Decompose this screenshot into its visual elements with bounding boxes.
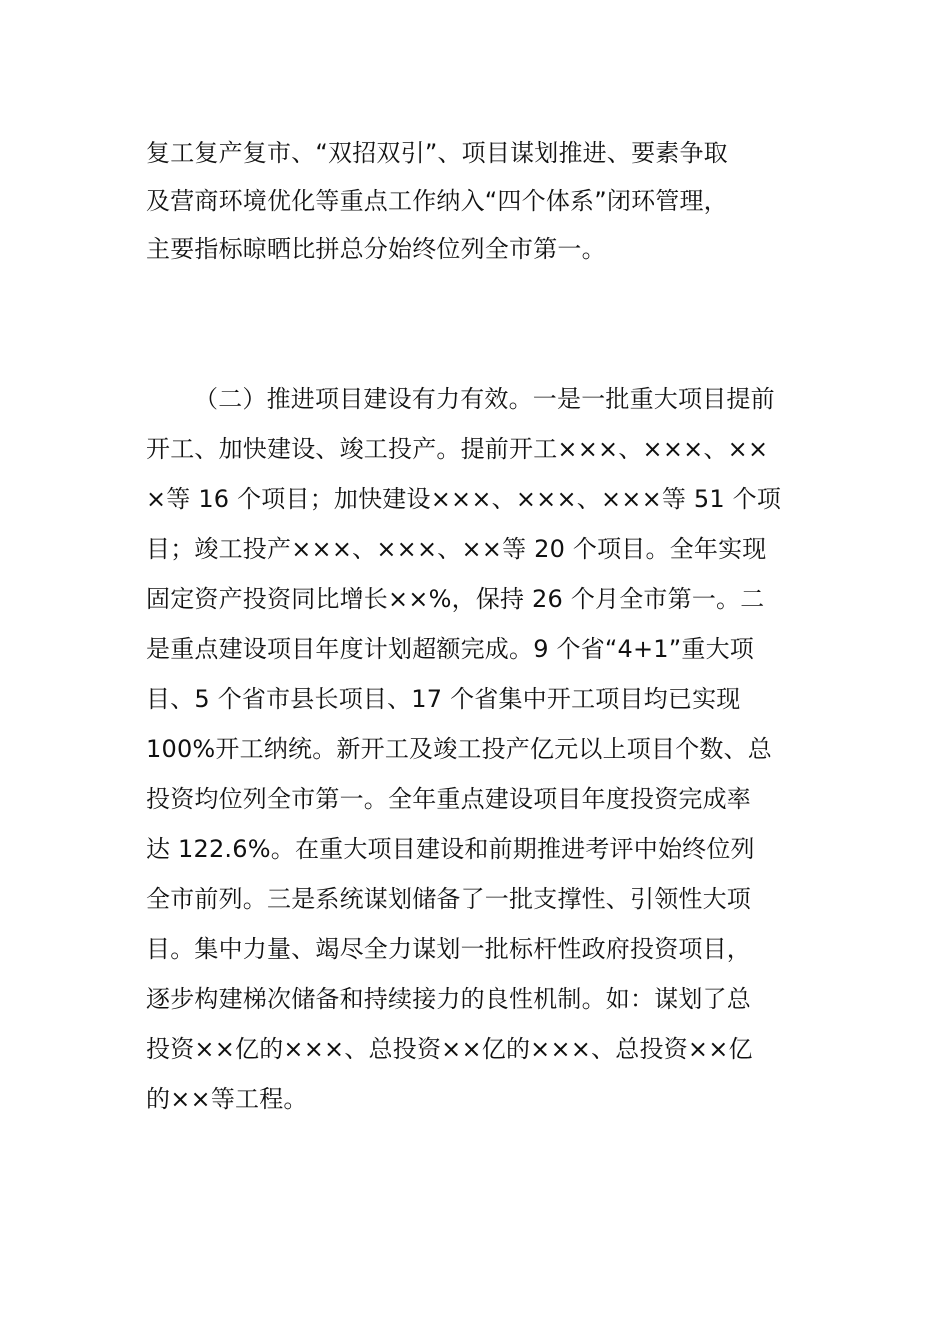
paragraph-line: 目；竣工投产×××、×××、××等 20 个项目。全年实现 [146,535,767,563]
paragraph-line: 主要指标晾晒比拼总分始终位列全市第一。 [146,235,606,263]
paragraph-line: 复工复产复市、“双招双引”、项目谋划推进、要素争取 [146,139,728,167]
paragraph-line: 逐步构建梯次储备和持续接力的良性机制。如：谋划了总 [146,985,751,1013]
paragraph-line: 的××等工程。 [146,1085,308,1113]
paragraph-line: ×等 16 个项目；加快建设×××、×××、×××等 51 个项 [146,485,782,513]
paragraph-line: （二）推进项目建设有力有效。一是一批重大项目提前 [194,385,775,413]
paragraph-line: 是重点建设项目年度计划超额完成。9 个省“4+1”重大项 [146,635,755,663]
paragraph-line: 目、5 个省市县长项目、17 个省集中开工项目均已实现 [146,685,741,713]
paragraph-line: 投资均位列全市第一。全年重点建设项目年度投资完成率 [146,785,751,813]
paragraph-line: 及营商环境优化等重点工作纳入“四个体系”闭环管理， [146,187,728,215]
paragraph-line: 开工、加快建设、竣工投产。提前开工×××、×××、×× [146,435,769,463]
paragraph-line: 固定资产投资同比增长××%，保持 26 个月全市第一。二 [146,585,765,613]
paragraph-line: 投资××亿的×××、总投资××亿的×××、总投资××亿 [146,1035,753,1063]
paragraph-line: 全市前列。三是系统谋划储备了一批支撑性、引领性大项 [146,885,751,913]
paragraph-line: 达 122.6%。在重大项目建设和前期推进考评中始终位列 [146,835,755,863]
paragraph-line: 目。集中力量、竭尽全力谋划一批标杆性政府投资项目， [146,935,751,963]
paragraph-line: 100%开工纳统。新开工及竣工投产亿元以上项目个数、总 [146,735,773,763]
